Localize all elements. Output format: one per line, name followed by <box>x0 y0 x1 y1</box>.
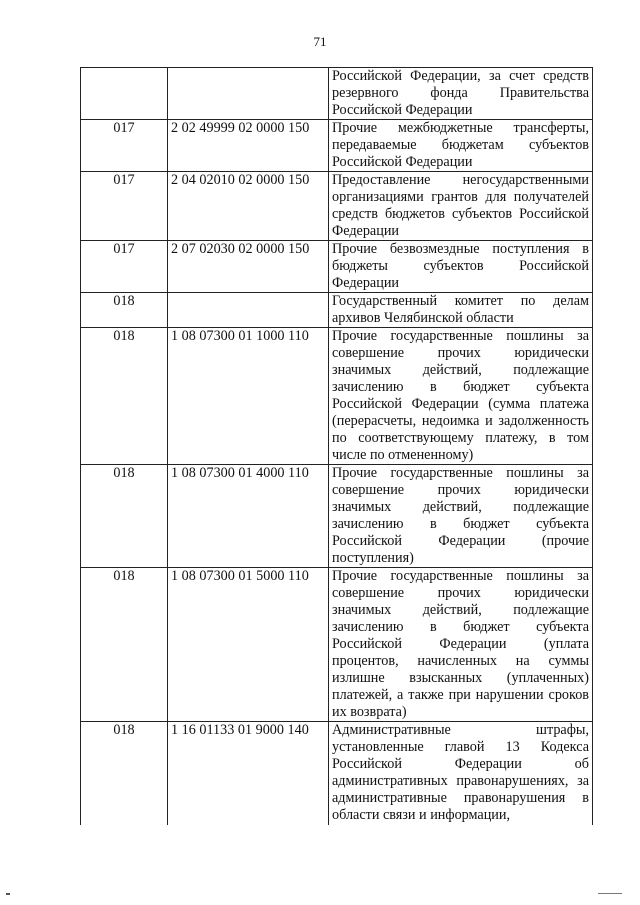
table-row <box>81 328 593 465</box>
admin-code-cell: 017 <box>81 241 168 293</box>
admin-code-cell: 017 <box>81 120 168 172</box>
kbk-code-cell: 1 08 07300 01 5000 110 <box>168 568 329 722</box>
admin-code-cell: 017 <box>81 172 168 241</box>
admin-code-cell: 018 <box>81 328 168 465</box>
kbk-code-cell <box>168 68 329 120</box>
table-row <box>81 722 593 825</box>
admin-code-cell: 018 <box>81 722 168 825</box>
budget-codes-table <box>80 67 593 825</box>
table-row <box>81 120 593 172</box>
table-row <box>81 68 593 120</box>
scan-edge-mark <box>598 893 622 894</box>
admin-code-cell: 018 <box>81 568 168 722</box>
description-cell: Прочие государственные пошлины за совершение прочих юридически значимых действий, подлежащие зачислению в бюджет субъекта Российской Федерации (уплата процентов, начисленных на суммы излишне взысканных (уплаченных) платежей, а также при нарушении сроков их возврата) <box>329 568 593 722</box>
page-number: 71 <box>313 34 327 49</box>
kbk-code-cell: 2 04 02010 02 0000 150 <box>168 172 329 241</box>
description-cell: Государственный комитет по делам архивов Челябинской области <box>329 293 593 328</box>
table-row <box>81 293 593 328</box>
table-row <box>81 465 593 568</box>
table-row <box>81 172 593 241</box>
scan-edge-mark <box>6 893 10 895</box>
description-cell: Прочие государственные пошлины за совершение прочих юридически значимых действий, подлежащие зачислению в бюджет субъекта Российской Федерации (прочие поступления) <box>329 465 593 568</box>
description-cell: Административные штрафы, установленные главой 13 Кодекса Российской Федерации об административных правонарушениях, за административные правонарушения в области связи и информации, <box>329 722 593 825</box>
description-cell: Прочие безвозмездные поступления в бюджеты субъектов Российской Федерации <box>329 241 593 293</box>
table-row <box>81 241 593 293</box>
kbk-code-cell: 1 16 01133 01 9000 140 <box>168 722 329 825</box>
kbk-code-cell: 1 08 07300 01 1000 110 <box>168 328 329 465</box>
description-cell: Российской Федерации, за счет средств резервного фонда Правительства Российской Федерации <box>329 68 593 120</box>
description-cell: Прочие межбюджетные трансферты, передаваемые бюджетам субъектов Российской Федерации <box>329 120 593 172</box>
table-row <box>81 568 593 722</box>
admin-code-cell <box>81 68 168 120</box>
admin-code-cell: 018 <box>81 293 168 328</box>
kbk-code-cell: 1 08 07300 01 4000 110 <box>168 465 329 568</box>
kbk-code-cell: 2 07 02030 02 0000 150 <box>168 241 329 293</box>
description-cell: Предоставление негосударственными организациями грантов для получателей средств бюджетов субъектов Российской Федерации <box>329 172 593 241</box>
admin-code-cell: 018 <box>81 465 168 568</box>
kbk-code-cell: 2 02 49999 02 0000 150 <box>168 120 329 172</box>
kbk-code-cell <box>168 293 329 328</box>
description-cell: Прочие государственные пошлины за совершение прочих юридически значимых действий, подлежащие зачислению в бюджет субъекта Российской Федерации (сумма платежа (перерасчеты, недоимка и задолженность по соответствующему платежу, в том числе по отмененному) <box>329 328 593 465</box>
